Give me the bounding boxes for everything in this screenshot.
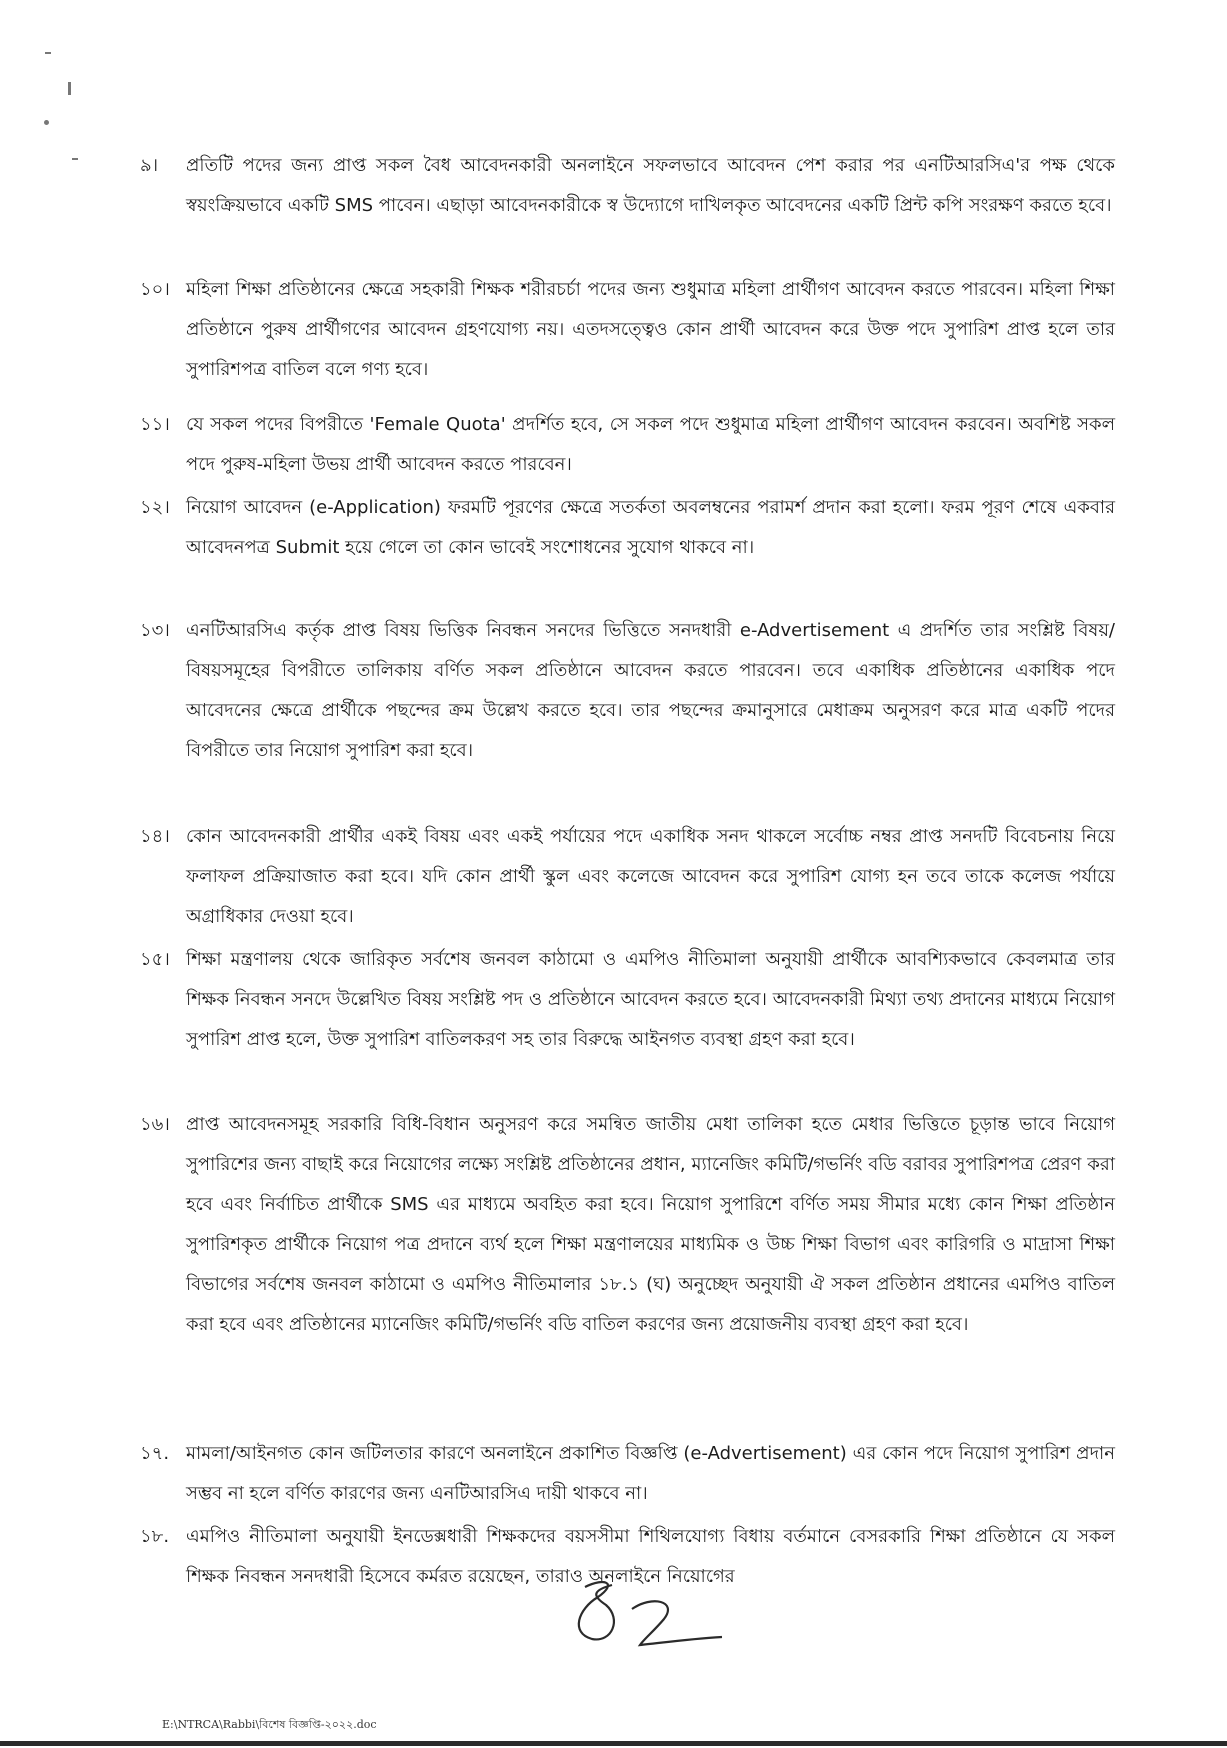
scan-mark: [68, 82, 71, 95]
list-item: [140, 940, 1115, 1060]
scan-mark: [44, 120, 49, 125]
item-number: ১১।: [140, 414, 170, 435]
item-number: ১৬।: [140, 1114, 170, 1135]
file-path-footer: E:\NTRCA\Rabbi\বিশেষ বিজ্ঞপ্তি-২০২২.doc: [162, 1718, 377, 1731]
item-number: ১৪।: [140, 826, 170, 847]
signature: [560, 1575, 730, 1655]
scan-mark: [72, 158, 78, 160]
item-text: মামলা/আইনগত কোন জটিলতার কারণে অনলাইনে প্রকাশিত বিজ্ঞপ্তি (e-Advertisement) এর কোন পদে নিয়োগ সুপারিশ প্রদান সম্ভব না হলে বর্ণিত কারণের জন্য এনটিআরসিএ দায়ী থাকবে না।: [186, 1443, 1115, 1504]
bottom-edge: [0, 1741, 1227, 1746]
scan-mark: [45, 52, 51, 54]
item-number: ১২।: [140, 497, 170, 518]
list-item: [140, 146, 1115, 226]
item-text: এমপিও নীতিমালা অনুযায়ী ইনডেক্সধারী শিক্ষকদের বয়সসীমা শিথিলযোগ্য বিধায় বর্তমানে বেসরকারি শিক্ষা প্রতিষ্ঠানে যে সকল শিক্ষক নিবন্ধন সনদধারী হিসেবে কর্মরত রয়েছেন, তারাও অনলাইনে নিয়োগের: [186, 1526, 1115, 1587]
item-text: এনটিআরসিএ কর্তৃক প্রাপ্ত বিষয় ভিত্তিক নিবন্ধন সনদের ভিত্তিতে সনদধারী e-Advertisement এ প্রদর্শিত তার সংশ্লিষ্ট বিষয়/বিষয়সমূহের বিপরীতে তালিকায় বর্ণিত সকল প্রতিষ্ঠানে আবেদন করতে পারবেন। তবে একাধিক প্রতিষ্ঠানের একাধিক পদে আবেদনের ক্ষেত্রে প্রার্থীকে পছন্দের ক্রম উল্লেখ করতে হবে। তার পছন্দের ক্রমানুসারে মেধাক্রম অনুসরণ করে মাত্র একটি পদের বিপরীতে তার নিয়োগ সুপারিশ করা হবে।: [186, 620, 1115, 761]
item-number: ১৩।: [140, 620, 170, 641]
item-text: নিয়োগ আবেদন (e-Application) ফরমটি পূরণের ক্ষেত্রে সতর্কতা অবলম্বনের পরামর্শ প্রদান করা হলো। ফরম পূরণ শেষে একবার আবেদনপত্র Submit হয়ে গেলে তা কোন ভাবেই সংশোধনের সুযোগ থাকবে না।: [186, 497, 1115, 558]
item-text: প্রতিটি পদের জন্য প্রাপ্ত সকল বৈধ আবেদনকারী অনলাইনে সফলভাবে আবেদন পেশ করার পর এনটিআরসিএ'র পক্ষ থেকে স্বয়ংক্রিয়ভাবে একটি SMS পাবেন। এছাড়া আবেদনকারীকে স্ব উদ্যোগে দাখিলকৃত আবেদনের একটি প্রিন্ট কপি সংরক্ষণ করতে হবে।: [186, 155, 1115, 216]
item-number: ১৭.: [140, 1443, 170, 1464]
item-number: ১০।: [140, 279, 170, 300]
list-item: [140, 611, 1115, 771]
list-item: [140, 817, 1115, 937]
item-number: ৯।: [140, 155, 159, 176]
item-text: প্রাপ্ত আবেদনসমূহ সরকারি বিধি-বিধান অনুসরণ করে সমন্বিত জাতীয় মেধা তালিকা হতে মেধার ভিত্তিতে চূড়ান্ত ভাবে নিয়োগ সুপারিশের জন্য বাছাই করে নিয়োগের লক্ষ্যে সংশ্লিষ্ট প্রতিষ্ঠানের প্রধান, ম্যানেজিং কমিটি/গভর্নিং বডি বরাবর সুপারিশপত্র প্রেরণ করা হবে এবং নির্বাচিত প্রার্থীকে SMS এর মাধ্যমে অবহিত করা হবে। নিয়োগ সুপারিশে বর্ণিত সময় সীমার মধ্যে কোন শিক্ষা প্রতিষ্ঠান সুপারিশকৃত প্রার্থীকে নিয়োগ পত্র প্রদানে ব্যর্থ হলে শিক্ষা মন্ত্রণালয়ের মাধ্যমিক ও উচ্চ শিক্ষা বিভাগ এবং কারিগরি ও মাদ্রাসা শিক্ষা বিভাগের সর্বশেষ জনবল কাঠামো ও এমপিও নীতিমালার ১৮.১ (ঘ) অনুচ্ছেদ অনুযায়ী ঐ সকল প্রতিষ্ঠান প্রধানের এমপিও বাতিল করা হবে এবং প্রতিষ্ঠানের ম্যানেজিং কমিটি/গভর্নিং বডি বাতিল করণের জন্য প্রয়োজনীয় ব্যবস্থা গ্রহণ করা হবে।: [186, 1114, 1115, 1335]
item-number: ১৮.: [140, 1526, 170, 1547]
item-number: ১৫।: [140, 949, 170, 970]
item-text: যে সকল পদের বিপরীতে 'Female Quota' প্রদর্শিত হবে, সে সকল পদে শুধুমাত্র মহিলা প্রার্থীগণ আবেদন করবেন। অবশিষ্ট সকল পদে পুরুষ-মহিলা উভয় প্রার্থী আবেদন করতে পারবেন।: [186, 414, 1115, 475]
list-item: [140, 488, 1115, 568]
item-text: কোন আবেদনকারী প্রার্থীর একই বিষয় এবং একই পর্যায়ের পদে একাধিক সনদ থাকলে সর্বোচ্চ নম্বর প্রাপ্ত সনদটি বিবেচনায় নিয়ে ফলাফল প্রক্রিয়াজাত করা হবে। যদি কোন প্রার্থী স্কুল এবং কলেজে আবেদন করে সুপারিশ যোগ্য হন তবে তাকে কলেজ পর্যায়ে অগ্রাধিকার দেওয়া হবে।: [186, 826, 1115, 927]
item-text: মহিলা শিক্ষা প্রতিষ্ঠানের ক্ষেত্রে সহকারী শিক্ষক শরীরচর্চা পদের জন্য শুধুমাত্র মহিলা প্রার্থীগণ আবেদন করতে পারবেন। মহিলা শিক্ষা প্রতিষ্ঠানে পুরুষ প্রার্থীগণের আবেদন গ্রহণযোগ্য নয়। এতদসত্ত্বেও কোন প্রার্থী আবেদন করে উক্ত পদে সুপারিশ প্রাপ্ত হলে তার সুপারিশপত্র বাতিল বলে গণ্য হবে।: [186, 279, 1115, 380]
list-item: [140, 1105, 1115, 1345]
list-item: [140, 270, 1115, 390]
list-item: [140, 1434, 1115, 1514]
item-text: শিক্ষা মন্ত্রণালয় থেকে জারিকৃত সর্বশেষ জনবল কাঠামো ও এমপিও নীতিমালা অনুযায়ী প্রার্থীকে আবশ্যিকভাবে কেবলমাত্র তার শিক্ষক নিবন্ধন সনদে উল্লেখিত বিষয় সংশ্লিষ্ট পদ ও প্রতিষ্ঠানে আবেদন করতে হবে। আবেদনকারী মিথ্যা তথ্য প্রদানের মাধ্যমে নিয়োগ সুপারিশ প্রাপ্ত হলে, উক্ত সুপারিশ বাতিলকরণ সহ তার বিরুদ্ধে আইনগত ব্যবস্থা গ্রহণ করা হবে।: [186, 949, 1115, 1050]
list-item: [140, 405, 1115, 485]
